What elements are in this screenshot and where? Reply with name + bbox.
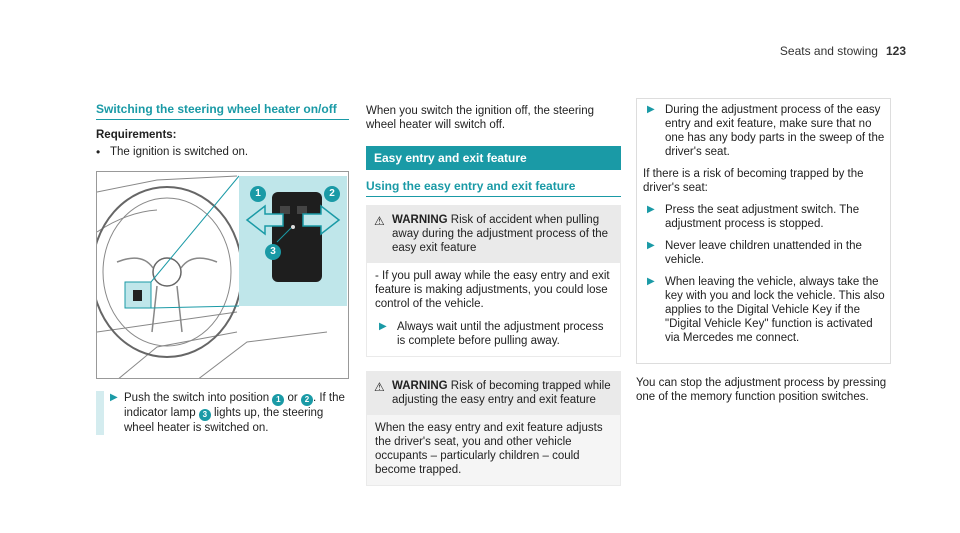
page-header <box>780 44 906 58</box>
column-2 <box>366 102 621 496</box>
intro-text: When you switch the ignition off, the steering wheel heater will switch off. <box>366 105 595 131</box>
section-title: Switching the steering wheel heater on/off <box>96 102 349 120</box>
callout-2: 2 <box>324 186 340 202</box>
warning-heading: Risk of accident when pulling away during the adjustment process of the easy exit feature <box>392 214 609 254</box>
instruction-step: ▶ When leaving the vehicle, always take the key with you and lock the vehicle. This also applies to the Digital Vehicle Key if the "Digital Vehicle Key" function is activated via Mercedes me connect. <box>647 276 885 344</box>
warning-box-1 <box>366 205 621 357</box>
warning-body: - If you pull away while the easy entry and exit feature is making adjustments, you could lose control of the vehicle. <box>375 270 610 310</box>
arrow-right-icon: ▶ <box>647 204 655 215</box>
arrow-right-icon: ▶ <box>647 276 655 287</box>
requirements-title: Requirements: <box>96 129 177 141</box>
warning-label: WARNING <box>392 214 448 226</box>
steering-wheel-illustration <box>96 171 349 379</box>
arrow-right-icon: ▶ <box>379 321 387 332</box>
instruction-step: ▶ Press the seat adjustment switch. The adjustment process is stopped. <box>647 204 860 230</box>
warning-label: WARNING <box>392 380 448 392</box>
callout-1: 1 <box>250 186 266 202</box>
requirement-text: The ignition is switched on. <box>110 146 249 158</box>
ref-1: 1 <box>272 394 284 406</box>
column-3 <box>636 98 891 414</box>
instruction-step: ▶ During the adjustment process of the easy entry and exit feature, make sure that no one has any body parts in the sweep of the driver's seat. <box>647 104 885 158</box>
steering-wheel-drawing <box>97 172 349 379</box>
bullet-icon: • <box>96 145 101 159</box>
callout-3: 3 <box>265 244 281 260</box>
warning-triangle-icon: ⚠ <box>374 380 385 394</box>
warning-body: When the easy entry and exit feature adjusts the driver's seat, you and other vehicle occupants – particularly children – could become trapped. <box>366 415 621 486</box>
requirement-item <box>96 145 349 159</box>
section-band-title: Easy entry and exit feature <box>366 146 621 170</box>
ref-2: 2 <box>301 394 313 406</box>
header-section: Seats and stowing <box>779 44 878 58</box>
condition-text: If there is a risk of becoming trapped by the driver's seat: <box>643 168 864 194</box>
continued-warning-box <box>636 98 891 364</box>
arrow-right-icon: ▶ <box>647 104 655 115</box>
column-1 <box>96 102 349 435</box>
instruction-step: ▶ Never leave children unattended in the vehicle. <box>647 240 862 266</box>
warning-triangle-icon: ⚠ <box>374 214 385 228</box>
arrow-right-icon: ▶ <box>110 392 118 403</box>
page-number: 123 <box>885 44 906 58</box>
warning-heading: Risk of becoming trapped while adjusting the easy entry and exit feature <box>392 380 611 406</box>
subsection-title: Using the easy entry and exit feature <box>366 179 621 197</box>
instruction-step: ▶ Push the switch into position 1 or 2 . If the indicator lamp 3 lights up, the steering wheel heater is switched on. <box>96 391 349 435</box>
warning-box-2 <box>366 371 621 486</box>
ref-3: 3 <box>199 409 211 421</box>
outro-text: You can stop the adjustment process by pressing one of the memory function position switches. <box>636 377 887 403</box>
warning-step: ▶ Always wait until the adjustment process is complete before pulling away. <box>379 321 604 347</box>
arrow-right-icon: ▶ <box>647 240 655 251</box>
